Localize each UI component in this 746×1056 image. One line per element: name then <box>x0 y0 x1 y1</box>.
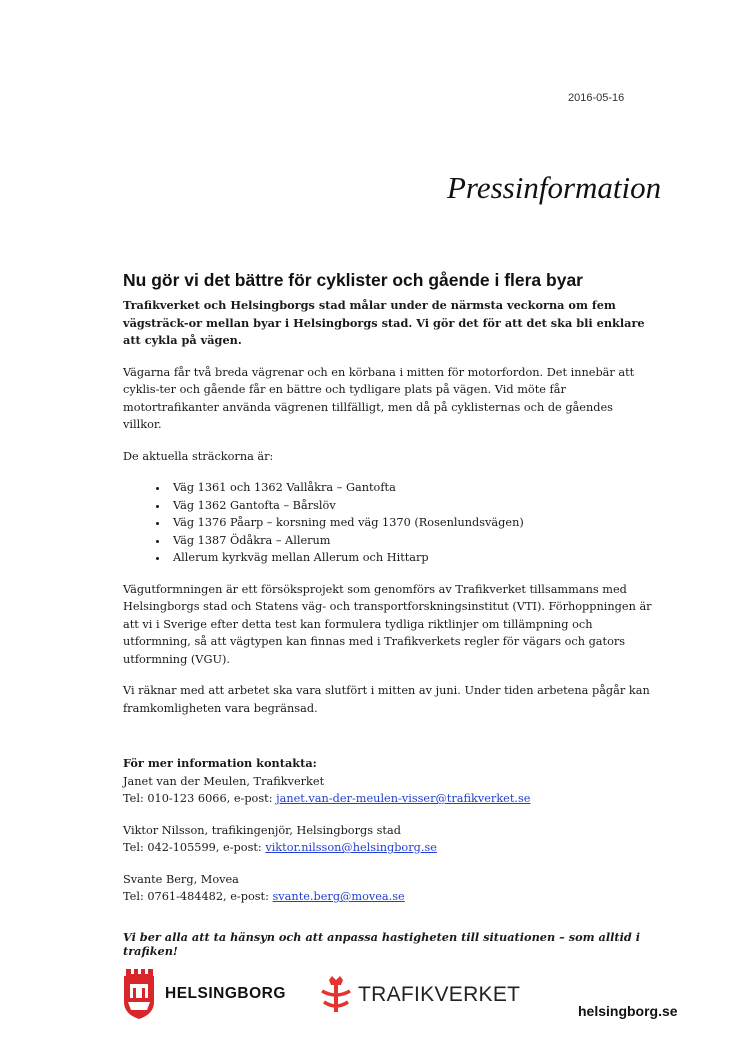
trafikverket-wordmark: TRAFIKVERKET <box>358 983 521 1006</box>
routes-intro: De aktuella sträckorna är: <box>123 449 274 463</box>
contact-block <box>123 822 653 857</box>
list-item: • Väg 1387 Ödåkra – Allerum <box>169 532 653 550</box>
contact-name: Viktor Nilsson, trafikingenjör, Helsingborgs stad <box>123 823 401 837</box>
contact-phone-text: Tel: 0761-484482, e-post: <box>123 890 273 903</box>
helsingborg-crest-icon <box>123 968 155 1020</box>
list-item: • Väg 1376 Påarp – korsning med väg 1370 (Rosenlundsvägen) <box>169 514 653 532</box>
press-date: 2016-05-16 <box>568 92 625 104</box>
email-link[interactable]: svante.berg@movea.se <box>272 890 405 903</box>
list-item: • Väg 1361 och 1362 Vallåkra – Gantofta <box>169 479 653 497</box>
document-type-title: Pressinformation <box>447 170 662 205</box>
contact-block <box>123 755 653 808</box>
body-paragraph-2: Vägutformningen är ett försöksprojekt som genomförs av Trafikverket tillsammans med Helsingborgs stad och Statens väg- och transportforskningsinstitut (VTI). Förhoppningen är att vi i Sverige efter detta test kan formulera tydliga riktlinjer om tillämpning och utformning, så att vägtypen kan finnas med i Trafikverkets regler för vägars och gators utformning (VGU). <box>123 582 652 666</box>
website-link[interactable]: helsingborg.se <box>578 1003 678 1019</box>
email-link[interactable]: viktor.nilsson@helsingborg.se <box>265 841 437 854</box>
contact-name: Janet van der Meulen, Trafikverket <box>123 774 325 788</box>
headline: Nu gör vi det bättre för cyklister och gående i flera byar <box>123 270 583 290</box>
press-release-body <box>123 270 653 958</box>
trafikverket-crown-icon <box>320 975 352 1015</box>
contact-phone <box>123 888 653 906</box>
contact-phone-text: Tel: 042-105599, e-post: <box>123 841 266 854</box>
contact-block <box>123 871 653 906</box>
closing-statement: Vi ber alla att ta hänsyn och att anpassa hastigheten till situationen – som alltid i trafiken! <box>123 929 641 958</box>
list-item: • Allerum kyrkväg mellan Allerum och Hittarp <box>169 549 653 567</box>
trafikverket-logo <box>320 975 520 1015</box>
helsingborg-logo <box>123 968 286 1020</box>
contact-section <box>123 755 653 906</box>
contact-phone-text: Tel: 010-123 6066, e-post: <box>123 792 277 805</box>
email-link[interactable]: janet.van-der-meulen-visser@trafikverket.se <box>276 792 531 805</box>
contact-phone <box>123 790 653 808</box>
body-paragraph-1: Vägarna får två breda vägrenar och en körbana i mitten för motorfordon. Det innebär att cyklis-ter och gående får en bättre och tydligare plats på vägen. Vid möte får motortrafikanter använda vägrenen tillfälligt, men då på cyklisternas och de gåendes villkor. <box>123 365 635 431</box>
body-paragraph-3: Vi räknar med att arbetet ska vara slutfört i mitten av juni. Under tiden arbetena pågår kan framkomligheten vara begränsad. <box>123 684 650 715</box>
lead-paragraph: Trafikverket och Helsingborgs stad målar under de närmsta veckorna om fem vägsträck-or mellan byar i Helsingborgs stad. Vi gör det för att det ska bli enklare att cykla på vägen. <box>123 298 645 347</box>
contact-phone <box>123 839 653 857</box>
list-item: • Väg 1362 Gantofta – Bårslöv <box>169 497 653 515</box>
routes-list <box>123 479 653 567</box>
contact-name: Svante Berg, Movea <box>123 872 239 886</box>
helsingborg-wordmark: HELSINGBORG <box>165 985 286 1002</box>
contact-heading: För mer information kontakta: <box>123 756 317 770</box>
